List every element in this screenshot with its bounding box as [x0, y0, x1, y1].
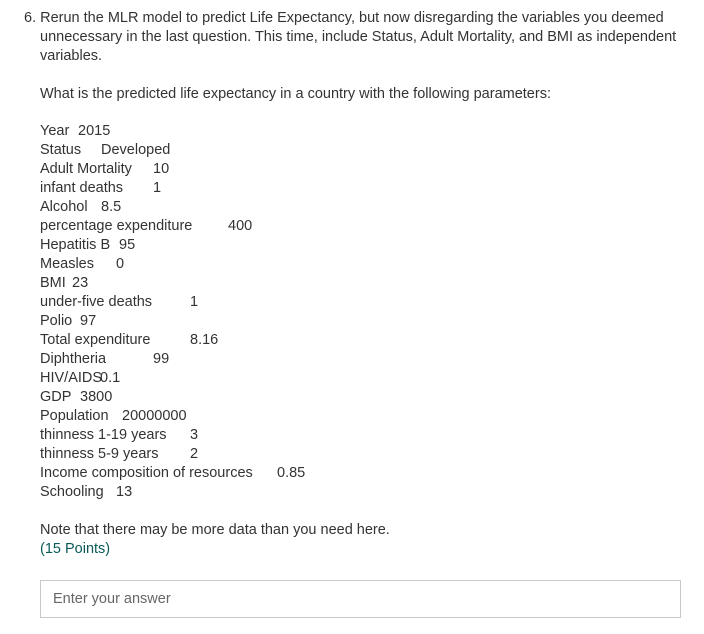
parameter-value: 3800	[80, 389, 113, 405]
parameter-label: thinness 5-9 years	[40, 446, 159, 462]
parameter-label: BMI	[40, 275, 66, 291]
parameter-row	[40, 122, 253, 141]
parameter-value: 1	[190, 294, 199, 310]
parameter-row	[40, 312, 253, 331]
parameter-label: Measles	[40, 256, 94, 272]
parameter-row	[40, 350, 253, 369]
parameter-row	[40, 160, 253, 179]
question-text: 6. Rerun the MLR model to predict Life Expectancy, but now disregarding the variables you deemed unnecessary in the last question. This time, include Status, Adult Mortality, and BMI as independent variables.	[24, 10, 677, 64]
note	[40, 521, 390, 559]
parameter-label: Diphtheria	[40, 351, 107, 367]
parameter-row	[40, 331, 253, 350]
parameter-row	[40, 179, 253, 198]
parameter-label: percentage expenditure	[40, 218, 193, 234]
parameter-value: 8.5	[101, 199, 122, 215]
parameter-value: 0.1	[100, 370, 121, 386]
parameter-row	[40, 464, 306, 483]
parameter-label: Year	[40, 123, 70, 139]
parameter-value: 3	[190, 427, 199, 443]
parameter-row	[40, 426, 253, 445]
parameter-label: Alcohol	[40, 199, 88, 215]
parameter-list	[40, 122, 306, 502]
parameter-label: Polio	[40, 313, 73, 329]
parameter-row	[40, 236, 253, 255]
parameter-value: 97	[80, 313, 97, 329]
parameter-value: 400	[228, 218, 253, 234]
parameter-value: 0.85	[277, 465, 306, 481]
parameter-row	[40, 217, 253, 236]
parameter-row	[40, 369, 253, 388]
parameter-value: 99	[153, 351, 170, 367]
parameter-row	[40, 198, 253, 217]
parameter-label: GDP	[40, 389, 72, 405]
parameter-value: 95	[119, 237, 136, 253]
parameter-row	[40, 445, 253, 464]
parameter-value: 23	[72, 275, 89, 291]
parameter-label: Hepatitis B	[40, 237, 111, 253]
parameter-label: Total expenditure	[40, 332, 151, 348]
parameter-value: 2	[190, 446, 199, 462]
points-label: (15 Points)	[40, 541, 111, 557]
parameter-value: 8.16	[190, 332, 219, 348]
parameter-value: 2015	[78, 123, 111, 139]
parameter-value: 13	[116, 484, 133, 500]
parameter-value: 0	[116, 256, 125, 272]
parameter-row	[40, 141, 253, 160]
parameter-label: Status	[40, 142, 82, 158]
parameter-value: 20000000	[122, 408, 187, 424]
parameter-value: 10	[153, 161, 170, 177]
parameter-row	[40, 255, 253, 274]
parameter-label: Income composition of resources	[40, 465, 253, 481]
parameter-label: Adult Mortality	[40, 161, 132, 177]
question-prompt: What is the predicted life expectancy in a country with the following parameters:	[40, 86, 551, 102]
parameter-value: 1	[153, 180, 162, 196]
answer-input[interactable]	[40, 580, 681, 618]
parameter-row	[40, 407, 253, 426]
parameter-row	[40, 388, 253, 407]
parameter-row	[40, 293, 253, 312]
parameter-label: HIV/AIDS	[40, 370, 103, 386]
parameter-label: Population	[40, 408, 109, 424]
parameter-row	[40, 274, 253, 293]
parameter-row	[40, 483, 253, 502]
parameter-label: infant deaths	[40, 180, 124, 196]
note-text: Note that there may be more data than you need here.	[40, 522, 390, 538]
parameter-label: thinness 1-19 years	[40, 427, 167, 443]
question	[24, 9, 694, 66]
parameter-label: Schooling	[40, 484, 104, 500]
parameter-label: under-five deaths	[40, 294, 153, 310]
parameter-value: Developed	[101, 142, 171, 158]
